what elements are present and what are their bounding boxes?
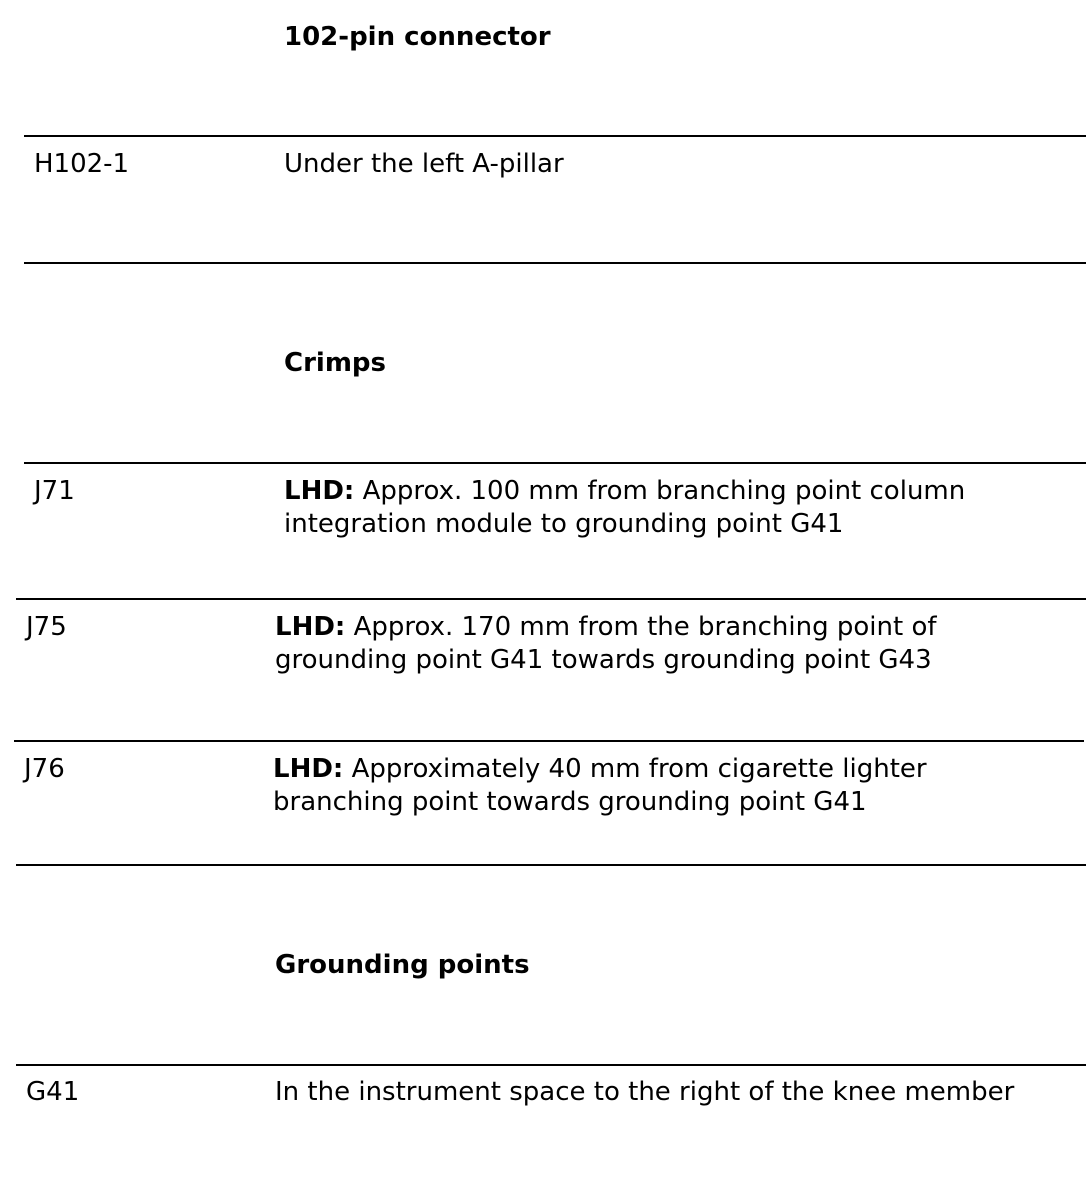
lhd-label: LHD: [284,476,355,506]
row-description-j71-line2: integration module to grounding point G41 [284,509,844,539]
row-description-h102-1: Under the left A-pillar [284,149,564,179]
row-description-j71: LHD: Approx. 100 mm from branching point column [284,476,966,506]
section-heading-grounding-points: Grounding points [275,950,530,980]
row-description-j76: LHD: Approximately 40 mm from cigarette lighter [273,754,927,784]
divider [16,1064,1086,1066]
row-id-h102-1: H102-1 [34,149,130,179]
divider [16,598,1086,600]
row-id-j71: J71 [34,476,75,506]
divider [24,462,1086,464]
divider [24,135,1086,137]
row-description-j75-line2: grounding point G41 towards grounding point G43 [275,645,932,675]
row-id-j76: J76 [24,754,65,784]
lhd-label: LHD: [273,754,344,784]
row-id-j75: J75 [26,612,67,642]
row-description-j76-line2: branching point towards grounding point G41 [273,787,867,817]
section-heading-connector: 102-pin connector [284,22,551,52]
divider [16,864,1086,866]
row-description-j75: LHD: Approx. 170 mm from the branching point of [275,612,937,642]
divider [14,740,1084,742]
lhd-label: LHD: [275,612,346,642]
divider [24,262,1086,264]
row-description-g41: In the instrument space to the right of the knee member [275,1077,1015,1107]
row-id-g41: G41 [26,1077,80,1107]
section-heading-crimps: Crimps [284,348,386,378]
